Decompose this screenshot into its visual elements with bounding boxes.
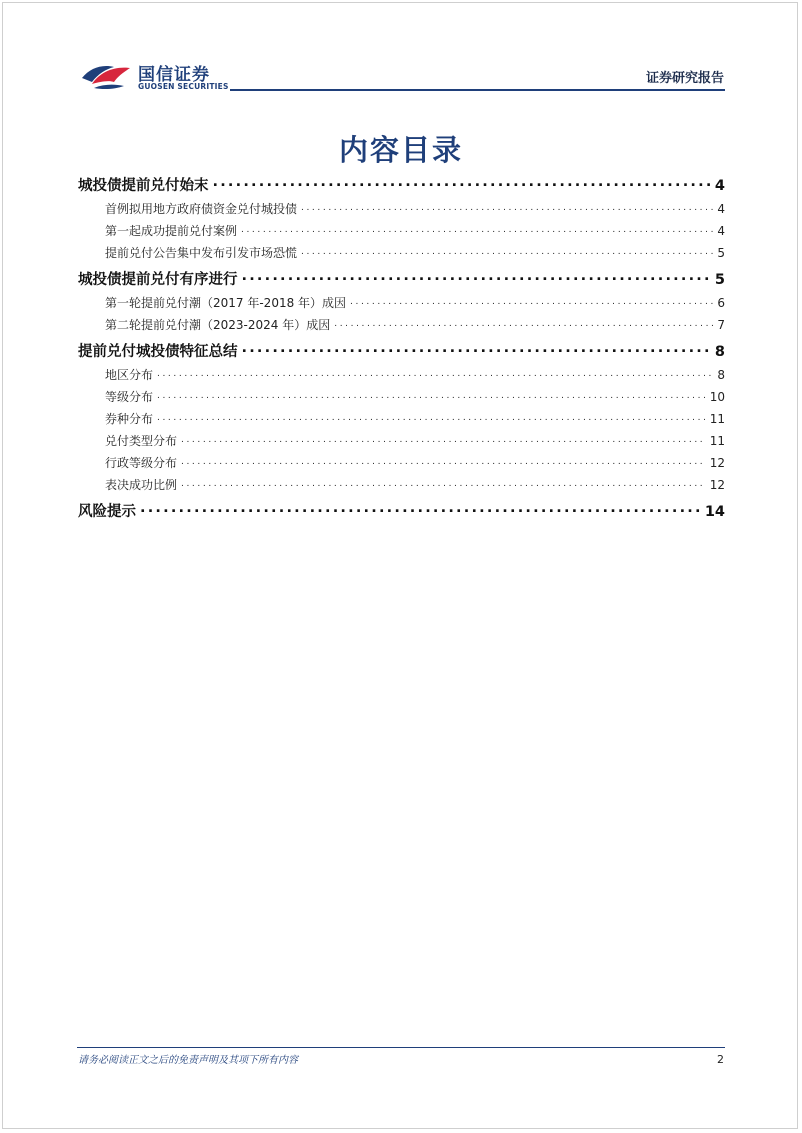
toc-entry-label: 第一起成功提前兑付案例 <box>105 224 238 238</box>
toc-entry[interactable] <box>78 410 725 432</box>
toc-entry-label: 风险提示 <box>78 504 136 520</box>
toc-entry-label: 城投债提前兑付始末 <box>78 178 209 194</box>
dot-leader <box>334 317 713 329</box>
toc-entry-label: 地区分布 <box>105 368 154 382</box>
toc-entry[interactable] <box>78 476 725 498</box>
guosen-logo-icon <box>80 58 134 92</box>
toc-entry-page: 11 <box>709 434 725 448</box>
dot-leader <box>157 367 713 379</box>
toc-entry-page: 8 <box>717 368 725 382</box>
toc-entry[interactable] <box>78 222 725 244</box>
toc-entry[interactable] <box>78 316 725 338</box>
dot-leader <box>301 201 713 213</box>
header-divider <box>230 89 725 91</box>
toc-entry[interactable] <box>78 294 725 316</box>
toc-entry-label: 行政等级分布 <box>105 456 178 470</box>
dot-leader <box>213 176 711 191</box>
footer-disclaimer: 请务必阅读正文之后的免责声明及其项下所有内容 <box>78 1055 298 1066</box>
toc-entry-page: 10 <box>709 390 725 404</box>
footer-divider <box>77 1047 725 1048</box>
dot-leader <box>301 245 713 257</box>
toc-entry[interactable] <box>78 388 725 410</box>
toc-entry[interactable] <box>78 366 725 388</box>
toc-entry-page: 4 <box>717 224 725 238</box>
toc-entry[interactable] <box>78 454 725 476</box>
toc-entry-label: 提前兑付城投债特征总结 <box>78 344 238 360</box>
dot-leader <box>181 477 706 489</box>
toc-entry-page: 5 <box>717 246 725 260</box>
toc-entry-page: 6 <box>717 296 725 310</box>
toc-entry[interactable] <box>78 498 725 526</box>
toc-entry-label: 首例拟用地方政府债资金兑付城投债 <box>105 202 298 216</box>
toc-entry-page: 12 <box>709 456 725 470</box>
toc-title: 内容目录 <box>338 133 463 167</box>
toc-entry-page: 12 <box>709 478 725 492</box>
logo-english-name: GUOSEN SECURITIES <box>138 82 229 91</box>
toc-entry-label: 兑付类型分布 <box>105 434 178 448</box>
toc-entry[interactable] <box>78 200 725 222</box>
toc-entry[interactable] <box>78 244 725 266</box>
dot-leader <box>242 270 711 285</box>
toc-entry-page: 8 <box>714 344 725 360</box>
toc-entry-label: 城投债提前兑付有序进行 <box>78 272 238 288</box>
toc-entry-page: 5 <box>714 272 725 288</box>
logo-chinese-name: 国信证券 <box>138 65 210 85</box>
toc-entry[interactable] <box>78 266 725 294</box>
toc-entry-label: 表决成功比例 <box>105 478 178 492</box>
toc-entry-page: 14 <box>704 504 725 520</box>
toc-entry-label: 等级分布 <box>105 390 154 404</box>
dot-leader <box>350 295 713 307</box>
guosen-logo <box>80 58 230 94</box>
toc-entry-label: 券种分布 <box>105 412 154 426</box>
toc-entry-page: 7 <box>717 318 725 332</box>
dot-leader <box>181 455 706 467</box>
toc-entry-page: 4 <box>714 178 725 194</box>
dot-leader <box>242 342 711 357</box>
toc-entry-label: 提前兑付公告集中发布引发市场恐慌 <box>105 246 298 260</box>
toc-entry[interactable] <box>78 338 725 366</box>
dot-leader <box>157 411 706 423</box>
toc-entry-page: 11 <box>709 412 725 426</box>
toc-entry[interactable] <box>78 172 725 200</box>
dot-leader <box>140 502 701 517</box>
toc-entry[interactable] <box>78 432 725 454</box>
dot-leader <box>181 433 706 445</box>
dot-leader <box>241 223 713 235</box>
dot-leader <box>157 389 706 401</box>
report-type: 证券研究报告 <box>645 71 724 86</box>
table-of-contents <box>78 172 725 526</box>
page-number: 2 <box>717 1053 724 1066</box>
toc-entry-label: 第一轮提前兑付潮（2017 年-2018 年）成因 <box>105 296 347 310</box>
toc-entry-page: 4 <box>717 202 725 216</box>
toc-entry-label: 第二轮提前兑付潮（2023-2024 年）成因 <box>105 318 331 332</box>
